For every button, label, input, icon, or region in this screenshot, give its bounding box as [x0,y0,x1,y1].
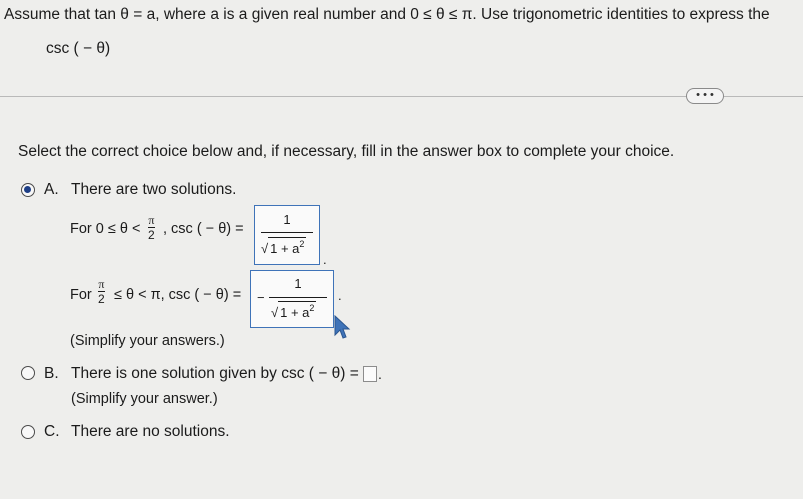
case2-frac-num: π [98,277,105,291]
case2-radicand: 1 + a [280,305,310,320]
case1-fraction [148,214,155,241]
question-line-1: Assume that tan θ = a, where a is a given real number and 0 ≤ θ ≤ π. Use trigonometric identities to express the [4,6,770,23]
divider [0,96,803,97]
choice-b-period: . [378,366,382,382]
case2-answer-sign: − [257,290,265,305]
case2-answer-box[interactable] [250,270,334,328]
case1-answer-bar [261,232,313,233]
choice-b-text: There is one solution given by csc ( − θ) = [71,365,359,382]
instruction-text: Select the correct choice below and, if necessary, fill in the answer box to complete your choice. [18,143,675,160]
case2-answer-den: √ $1 + a^2$ [271,303,315,320]
case1-radicand: 1 + a [270,241,300,256]
choice-a-text: There are two solutions. [71,181,237,198]
case2-mid: ≤ θ < π, csc ( − θ) = [114,287,242,303]
choice-a-letter: A. [44,181,59,198]
choice-b-radio[interactable] [21,366,35,380]
case1-answer-num: 1 [283,212,291,227]
case2-fraction [98,278,105,305]
radio-selected-dot [24,186,31,193]
choice-b-note: (Simplify your answer.) [71,391,218,407]
choice-c-letter: C. [44,423,60,440]
choice-c-text: There are no solutions. [71,423,230,440]
case1-frac-den: 2 [148,228,155,242]
more-button[interactable]: • • • [686,88,724,104]
case2-exponent: 2 [309,303,315,313]
question-line-2: csc ( − θ) [46,40,111,57]
case1-exponent: 2 [299,239,305,249]
case1-period: . [323,252,327,267]
case1-mid: , csc ( − θ) = [163,221,244,237]
choice-a-radio[interactable] [21,183,35,197]
choice-b-answer-box[interactable] [363,366,377,382]
case1-frac-num: π [148,213,155,227]
case2-prefix: For [70,287,92,303]
case2-answer-bar [269,297,327,298]
case2-period: . [338,288,342,303]
choice-c-radio[interactable] [21,425,35,439]
choice-b-letter: B. [44,365,59,382]
case1-prefix: For 0 ≤ θ < [70,221,141,237]
case1-answer-box[interactable] [254,205,320,265]
case1-answer-den: √ $1 + a^2$ [261,239,305,256]
case2-answer-num: 1 [294,276,302,291]
case2-frac-den: 2 [98,292,105,306]
choice-a-note: (Simplify your answers.) [70,333,225,349]
mouse-cursor-icon [333,315,351,341]
